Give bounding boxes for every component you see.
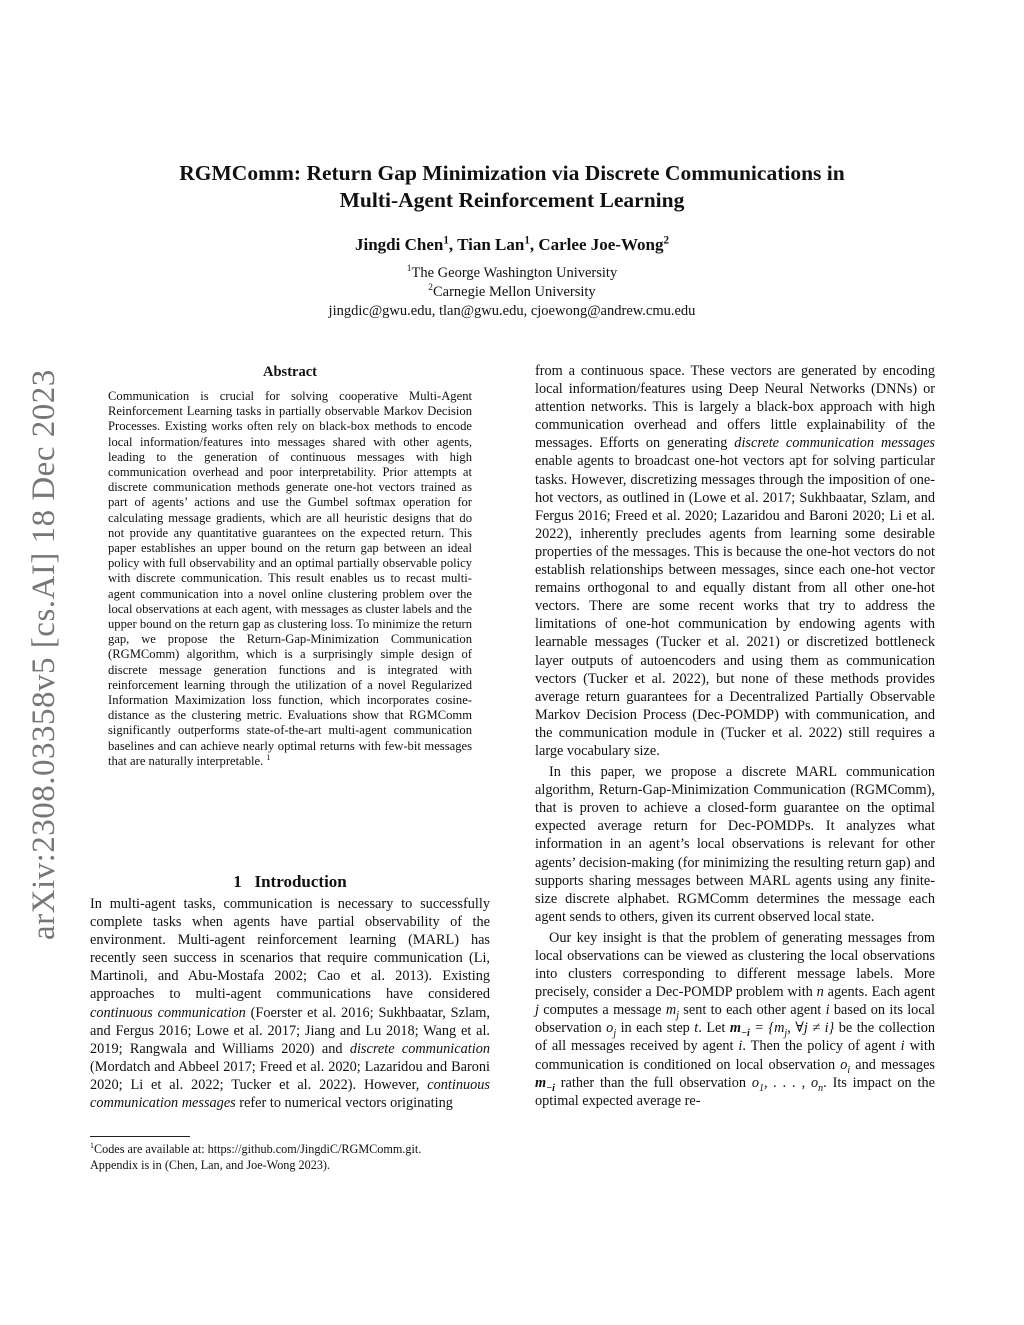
math-m-bold: m xyxy=(729,1020,741,1037)
math-m-bold: m xyxy=(535,1074,547,1091)
text-run: with communication is conditioned on local observation xyxy=(535,1038,935,1073)
math-dots: , . . . , o xyxy=(764,1074,819,1091)
text-run: . Its impact on the optimal expected average re- xyxy=(535,1074,935,1109)
text-run: from a continuous space. These vectors are generated by encoding local information/features using Deep Neural Networks (DNNs) or attention networks. This is largely a black-box approach with high communication overhead and offers little explainability of the messages. Efforts on generating xyxy=(535,363,935,452)
math-o: o xyxy=(606,1020,614,1037)
affiliations xyxy=(90,264,934,321)
author-3-affil-mark: 2 xyxy=(663,234,669,247)
text-run: sent to each other agent xyxy=(678,1002,826,1019)
math-i: i xyxy=(900,1038,905,1055)
author-separator: , xyxy=(448,235,458,254)
section-heading-introduction xyxy=(90,872,490,892)
emphasis: continuous communication messages xyxy=(90,1076,490,1112)
text-run: in each step xyxy=(616,1020,695,1037)
intro-paragraph-1 xyxy=(90,895,490,1112)
paper-title xyxy=(90,160,934,214)
math-t: t xyxy=(694,1020,699,1037)
text-run: (Foerster et al. 2016; Sukhbaatar, Szlam, and Fergus 2016; Lowe et al. 2017; Jiang and Lu 2018; Wang et al. 2019; Rangwala and Williams 2020) and xyxy=(90,1004,490,1057)
title-line-2: Multi-Agent Reinforcement Learning xyxy=(339,188,685,212)
text-run: agents. Each agent xyxy=(823,984,935,1001)
affil-2-name: Carnegie Mellon University xyxy=(433,284,596,300)
math-sub: j xyxy=(784,1028,788,1040)
math-n: n xyxy=(816,984,824,1001)
footnote-appendix: Appendix is in (Chen, Lan, and Joe-Wong 2023). xyxy=(90,1157,331,1172)
math-sub: j xyxy=(676,1010,679,1022)
math-i: i xyxy=(738,1038,743,1055)
text-run: . Let xyxy=(698,1020,730,1037)
math-set: = {m xyxy=(749,1020,785,1037)
footnote-rule xyxy=(90,1136,190,1137)
footnote-code-link[interactable]: Codes are available at: https://github.com/JingdiC/RGMComm.git. xyxy=(93,1142,422,1156)
text-run: and messages xyxy=(850,1056,935,1073)
abstract-footnote-mark: 1 xyxy=(266,752,271,762)
text-run: rather than the full observation xyxy=(554,1074,752,1091)
abstract-text: Communication is crucial for solving cooperative Multi-Agent Reinforcement Learning tasks in partially observable Markov Decision Processes. Existing works often rely on black-box methods to encode local information/features into messages shared with other agents, leading to the generation of continuous messages with high communication overhead and poor interpretability. Prior attempts at discrete communication methods generate one-hot vectors trained as part of agents’ actions and use the Gumbel softmax operation for calculating message gradients, which are all heuristic designs that do not provide any quantitative guarantees on the expected return. This paper establishes an upper bound on the return gap between an ideal policy with full observability and an optimal partially observable policy with discrete communication. This result enables us to recast multi-agent communication into a novel online clustering problem over the local observations at each agent, with messages as cluster labels and the upper bound on the return gap as clustering loss. To minimize the return gap, we propose the Return-Gap-Minimization Communication (RGMComm) algorithm, which is a surprisingly simple design of discrete message generation functions and is integrated with reinforcement learning through the utilization of a novel Regularized Information Maximization loss function, which incorporates cosine-distance as the clustering metric. Evaluations show that RGMComm significantly outperforms state-of-the-art multi-agent communication baselines and can achieve nearly optimal returns with few-bit messages that are naturally interpretable. xyxy=(108,389,472,768)
text-run: refer to numerical vectors originating xyxy=(235,1095,453,1112)
author-emails: jingdic@gwu.edu, tlan@gwu.edu, cjoewong@andrew.cmu.edu xyxy=(328,303,696,319)
footnote-mark: 1 xyxy=(90,1140,94,1150)
author-3: Carlee Joe-Wong xyxy=(538,235,664,254)
author-2-affil-mark: 1 xyxy=(524,234,530,247)
affiliation-1 xyxy=(90,264,934,283)
math-sub: −i xyxy=(546,1082,555,1094)
col2-paragraph-2: In this paper, we propose a discrete MARL communication algorithm, Return-Gap-Minimization Communication (RGMComm), that is proven to achieve a closed-form guarantee on the optimal expected average return for Dec-POMDPs. It analyzes what information in an agent’s local observations is relevant for other agents’ decision-making (for minimizing the resulting return gap) and supports sharing messages between MARL agents using any finite-size discrete alphabet. RGMComm determines the message each agent sends to others, given its current observed local state. xyxy=(535,764,935,925)
math-j: j xyxy=(535,1002,539,1019)
math-set: , ∀j ≠ i} xyxy=(787,1020,835,1037)
col2-paragraph-1 xyxy=(535,362,935,760)
author-1: Jingdi Chen xyxy=(354,235,444,254)
emphasis: discrete communication messages xyxy=(734,435,935,452)
text-run: be the collection of all messages received by agent xyxy=(535,1020,935,1055)
math-sub: −i xyxy=(740,1028,750,1040)
emphasis: discrete communication xyxy=(349,1040,490,1057)
affil-1-name: The George Washington University xyxy=(411,265,618,281)
text-run: computes a message xyxy=(538,1002,666,1019)
text-run: (Mordatch and Abbeel 2017; Freed et al. 2020; Lazaridou and Baroni 2020; Li et al. 2022; Tucker et al. 2022). However, xyxy=(90,1058,490,1093)
text-run: enable agents to broadcast one-hot vectors apt for solving particular tasks. However, discretizing messages through the imposition of one-hot vectors, as outlined in (Lowe et al. 2017; Sukhbaatar, Szlam, and Fergus 2016; Freed et al. 2020; Lazaridou and Baroni 2020; Li et al. 2022), inherently precludes agents from learning some desirable properties of the messages. This is because the one-hot vectors do not establish relationships between messages, since each one-hot vector remains orthogonal to and equally distant from all other one-hot vectors. There are some recent works that try to address the limitations of one-hot communication by endowing agents with learnable messages (Tucker et al. 2021) or discretized bottleneck layer outputs of autoencoders and using them as communication vectors (Tucker et al. 2022), but none of these methods provides average return guarantees for a Decentralized Partially Observable Markov Decision Process (Dec-POMDP) with communication, and the communication module in (Tucker et al. 2022) still requires a large vocabulary size. xyxy=(535,453,935,759)
math-sub: n xyxy=(818,1082,824,1094)
affil-1-mark: 1 xyxy=(406,264,412,275)
author-1-affil-mark: 1 xyxy=(443,234,449,247)
section-number: 1 xyxy=(233,872,242,891)
col2-paragraph-3 xyxy=(535,929,935,1110)
math-i: i xyxy=(825,1002,830,1019)
text-run: . Then the policy of agent xyxy=(742,1038,901,1055)
arxiv-stamp: arXiv:2308.03358v5 [cs.AI] 18 Dec 2023 xyxy=(26,369,62,940)
emphasis: continuous communication xyxy=(90,1004,246,1021)
author-2: Tian Lan xyxy=(457,235,525,254)
text-run: based on its local observation xyxy=(535,1002,935,1037)
affiliation-2 xyxy=(90,283,934,302)
text-run: Our key insight is that the problem of generating messages from local observations can be viewed as clustering the local observations into clusters corresponding to different message labels. More precisely, consider a Dec-POMDP problem with xyxy=(535,929,935,1001)
abstract-body xyxy=(108,389,472,769)
author-list xyxy=(90,235,934,255)
text-run: In multi-agent tasks, communication is necessary to successfully complete tasks when agents have partial observability of the environment. Multi-agent reinforcement learning (MARL) has recently seen success in scenarios that require communication (Li, Martinoli, and Abu-Mostafa 2002; Cao et al. 2013). Existing approaches to multi-agent communications have considered xyxy=(90,896,490,1003)
math-m: m xyxy=(665,1002,677,1019)
section-title: Introduction xyxy=(254,872,347,891)
math-sub: 1 xyxy=(759,1082,765,1094)
right-column xyxy=(535,362,935,1110)
math-o: o xyxy=(751,1074,760,1091)
introduction-body xyxy=(90,895,490,1112)
math-sub: i xyxy=(847,1064,851,1076)
math-sub: j xyxy=(613,1028,617,1040)
math-o: o xyxy=(840,1056,848,1073)
footnote xyxy=(90,1142,510,1173)
affil-2-mark: 2 xyxy=(428,283,433,294)
abstract-heading: Abstract xyxy=(263,364,317,380)
author-separator: , xyxy=(529,235,539,254)
title-line-1: RGMComm: Return Gap Minimization via Discrete Communications in xyxy=(179,161,845,185)
